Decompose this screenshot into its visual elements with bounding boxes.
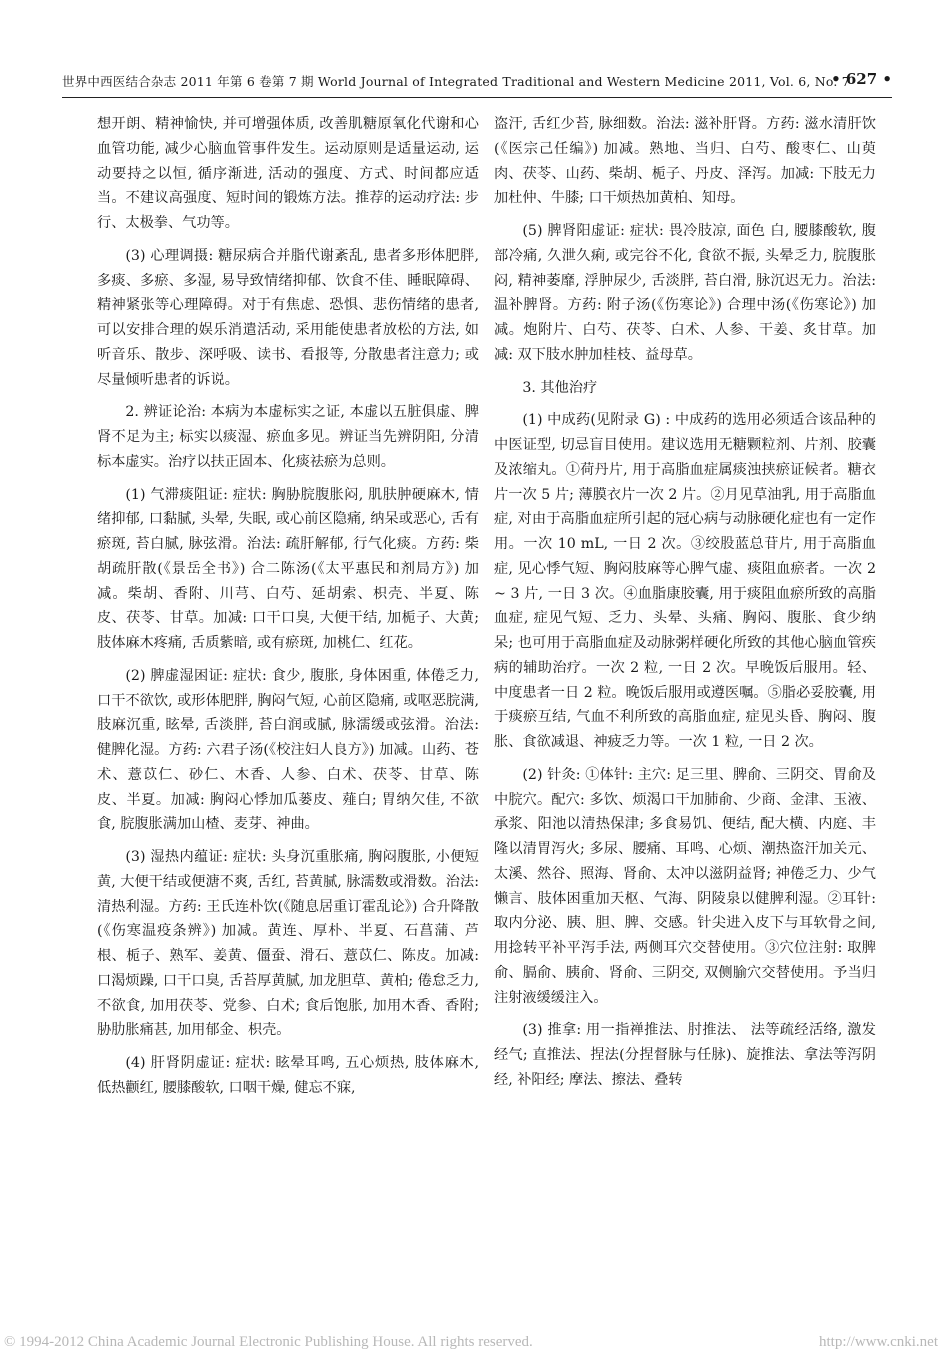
copyright-notice: © 1994-2012 China Academic Journal Electronic Publishing House. All rights reserved.: [4, 1334, 533, 1350]
paragraph: (2) 针灸: ①体针: 主穴: 足三里、脾俞、三阴交、胃俞及中脘穴。配穴: 多饮、烦渴口干加肺俞、少商、金津、玉液、承浆、阳池以清热保津; 多食易饥、便结, 配大横、内庭、丰隆以清胃泻火; 多尿、腰痛、耳鸣、心烦、潮热盗汗加关元、太溪、然谷、照海、肾俞、太冲以滋阴益肾; 神倦乏力、少气懒言、肢体困重加天枢、气海、阴陵泉以健脾利湿。②耳针: 取内分泌、胰、胆、脾、交感。针尖进入皮下与耳软骨之间, 用捻转平补平泻手法, 两侧耳穴交替使用。③穴位注射: 取脾俞、膈俞、胰俞、肾俞、三阴交, 双侧腧穴交替使用。予当归注射液缓缓注入。: [494, 766, 876, 1006]
section-heading: 3. 其他治疗: [522, 379, 598, 396]
left-column: [97, 112, 479, 1109]
paragraph: (1) 中成药(见附录 G) : 中成药的选用必须适合该品种的中医证型, 切忌盲目使用。建议选用无糖颗粒剂、片剂、胶囊及浓缩丸。①荷丹片, 用于高脂血症属痰浊挟瘀证候者。糖衣片一次 5 片; 薄膜衣片一次 2 片。②月见草油乳, 用于高脂血症, 对由于高脂血症所引起的冠心病与动脉硬化症也有一定作用。一次 10 mL, 一日 2 次。③绞股蓝总苷片, 用于高脂血症, 见心悸气短、胸闷肢麻等心脾气虚、痰阻血瘀者。一次 2 ~ 3 片, 一日 3 次。④血脂康胶囊, 用于痰阻血瘀所致的高脂血症, 症见气短、乏力、头晕、头痛、胸闷、腹胀、食少纳呆; 也可用于高脂血症及动脉粥样硬化所致的其他心脑血管疾病的辅助治疗。一次 2 粒, 一日 2 次。早晚饭后服用。轻、中度患者一日 2 粒。晚饭后服用或遵医嘱。⑤脂必妥胶囊, 用于痰瘀互结, 气血不利所致的高脂血症, 症见头昏、胸闷、腹胀、食欲减退、神疲乏力等。一次 1 粒, 一日 2 次。: [494, 412, 876, 750]
paragraph: (5) 脾肾阳虚证: 症状: 畏冷肢凉, 面色 白, 腰膝酸软, 腹部冷痛, 久泄久痢, 或完谷不化, 食欲不振, 头晕乏力, 脘腹胀闷, 精神萎靡, 浮肿尿少, 舌淡胖, 苔白滑, 脉沉迟无力。治法: 温补脾肾。方药: 附子汤(《伤寒论》) 合理中汤(《伤寒论》) 加减。炮附片、白芍、茯苓、白术、人参、干姜、炙甘草。加减: 双下肢水肿加桂枝、益母草。: [494, 223, 876, 363]
page-number: • 627 •: [831, 70, 892, 88]
header-rule: [62, 97, 892, 98]
paragraph: 盗汗, 舌红少苔, 脉细数。治法: 滋补肝肾。方药: 滋水清肝饮(《医宗己任编》) 加减。熟地、当归、白芍、酸枣仁、山萸肉、茯苓、山药、柴胡、栀子、丹皮、泽泻。加减: 下肢无力加杜仲、牛膝; 口干烦热加黄柏、知母。: [494, 116, 876, 207]
paragraph: (4) 肝肾阴虚证: 症状: 眩晕耳鸣, 五心烦热, 肢体麻木, 低热颧红, 腰膝酸软, 口咽干燥, 健忘不寐,: [97, 1055, 479, 1096]
paragraph: (3) 湿热内蕴证: 症状: 头身沉重胀痛, 胸闷腹胀, 小便短黄, 大便干结或便溏不爽, 舌红, 苔黄腻, 脉濡数或滑数。治法: 清热利湿。方药: 王氏连朴饮(《随息居重订霍乱论》) 合升降散(《伤寒温疫条辨》) 加减。黄连、厚朴、半夏、石菖蒲、芦根、栀子、熟军、姜黄、僵蚕、滑石、薏苡仁、陈皮。加减: 口渴烦躁, 口干口臭, 舌苔厚黄腻, 加龙胆草、黄柏; 倦怠乏力, 不欲食, 加用茯苓、党参、白术; 食后饱胀, 加用木香、香附; 胁肋胀痛甚, 加用郁金、枳壳。: [97, 849, 479, 1039]
paragraph: (3) 推拿: 用一指禅推法、肘推法、 法等疏经活络, 激发经气; 直推法、捏法(分捏督脉与任脉)、旋推法、拿法等泻阴经, 补阳经; 摩法、擦法、叠转: [494, 1022, 876, 1088]
paragraph: (3) 心理调摄: 糖尿病合并脂代谢紊乱, 患者多形体肥胖, 多痰、多瘀、多湿, 易导致情绪抑郁、饮食不佳、睡眠障碍、精神紧张等心理障碍。对于有焦虑、恐惧、悲伤情绪的患者, 可以安排合理的娱乐消遣活动, 采用能使患者放松的方法, 如听音乐、散步、深呼吸、读书、看报等, 分散患者注意力; 或尽量倾听患者的诉说。: [97, 247, 479, 388]
journal-header-text: 世界中西医结合杂志 2011 年第 6 卷第 7 期 World Journal of Integrated Traditional and Western Medicine 2011, Vol. 6, No. 7: [62, 74, 850, 89]
paragraph: 想开朗、精神愉快, 并可增强体质, 改善肌糖原氧化代谢和心血管功能, 减少心脑血管事件发生。运动原则是适量运动, 运动要持之以恒, 循序渐进, 活动的强度、方式、时间都应适当。不建议高强度、短时间的锻炼方法。推荐的运动疗法: 步行、太极拳、气功等。: [97, 116, 479, 231]
paragraph: (2) 脾虚湿困证: 症状: 食少, 腹胀, 身体困重, 体倦乏力, 口干不欲饮, 或形体肥胖, 胸闷气短, 心前区隐痛, 或呕恶脘满, 肢麻沉重, 眩晕, 舌淡胖, 苔白润或腻, 脉濡缓或弦滑。治法: 健脾化湿。方药: 六君子汤(《校注妇人良方》) 加减。山药、苍术、薏苡仁、砂仁、木香、人参、白术、茯苓、甘草、陈皮、半夏。加减: 胸闷心悸加瓜蒌皮、薤白; 胃纳欠佳, 不欲食, 脘腹胀满加山楂、麦芽、神曲。: [97, 667, 479, 833]
footer-link[interactable]: http://www.cnki.net: [818, 1334, 938, 1350]
running-header: [62, 72, 892, 94]
right-column: [494, 112, 876, 1101]
paragraph: 2. 辨证论治: 本病为本虚标实之证, 本虚以五脏俱虚、脾肾不足为主; 标实以痰湿、瘀血多见。辨证当先辨阴阳, 分清标本虚实。治疗以扶正固本、化痰祛瘀为总则。: [97, 404, 479, 470]
paragraph: (1) 气滞痰阻证: 症状: 胸胁脘腹胀闷, 肌肤肿硬麻木, 情绪抑郁, 口黏腻, 头晕, 失眠, 或心前区隐痛, 纳呆或恶心, 舌有瘀斑, 苔白腻, 脉弦滑。治法: 疏肝解郁, 行气化痰。方药: 柴胡疏肝散(《景岳全书》) 合二陈汤(《太平惠民和剂局方》) 加减。柴胡、香附、川芎、白芍、延胡索、枳壳、半夏、陈皮、茯苓、甘草。加减: 口干口臭, 大便干结, 加栀子、大黄; 肢体麻木疼痛, 舌质紫暗, 或有瘀斑, 加桃仁、红花。: [97, 486, 479, 651]
